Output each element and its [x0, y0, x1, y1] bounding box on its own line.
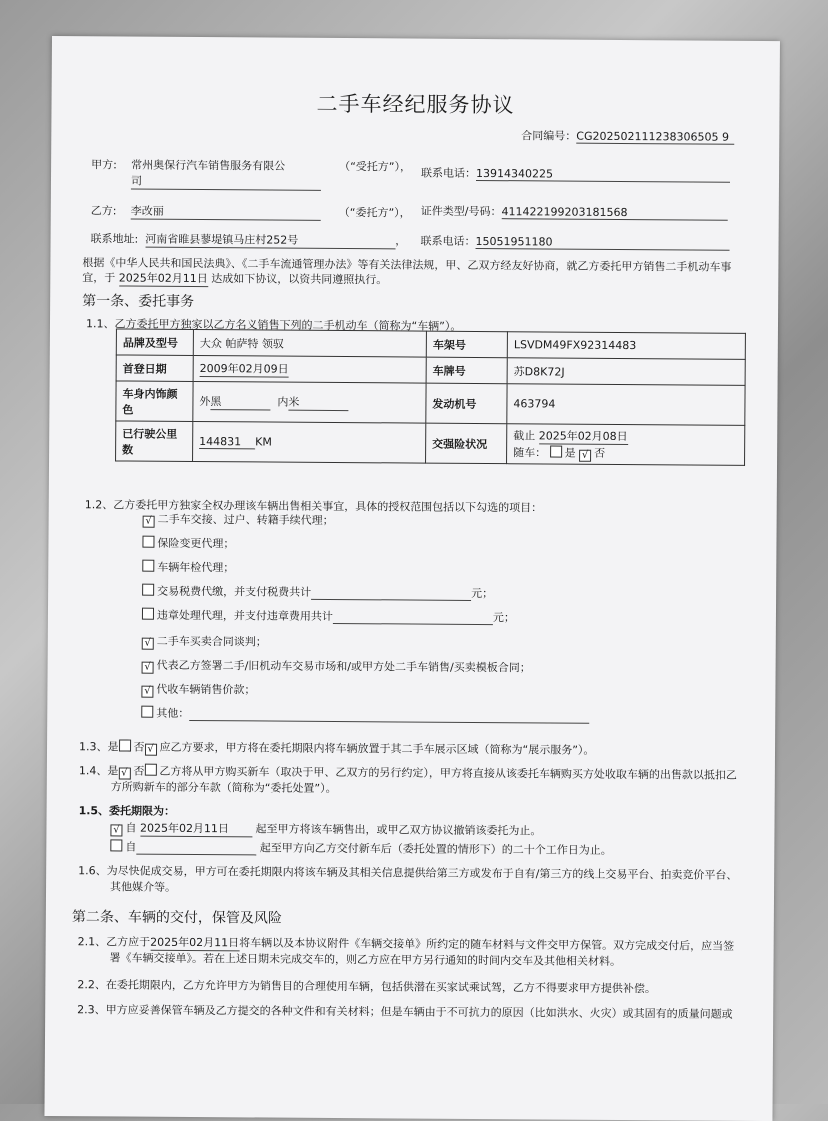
mileage-label: 已行驶公里数: [116, 421, 193, 462]
clause-2-3: 2.3、甲方应妥善保管车辆及乙方提交的各种文件和有关材料；但是车辆由于不可抗力的原因（比如洪水、火灾）或其固有的质量问题或: [77, 1003, 733, 1021]
engine-value: 463794: [507, 384, 745, 426]
clause-1-2: 1.2、乙方委托甲方独家全权办理该车辆出售相关事宜，具体的授权范围包括以下勾选的项目：: [84, 498, 543, 515]
plate-value: 苏D8K72J: [507, 358, 745, 386]
party-a-phone: 联系电话：13914340225: [421, 165, 730, 183]
option-checkbox[interactable]: [141, 706, 153, 718]
clause-2-1-line2: 署《车辆交接单》。若在上述日期未完成交车的，则乙方应在甲方另行通知的时间内交车及其他相关材料。: [109, 951, 622, 968]
party-a-role: （“受托方”），: [339, 160, 412, 174]
color-value: 外黑 内米: [193, 381, 426, 423]
party-b-label: 乙方:: [90, 204, 117, 218]
vehicle-table: [115, 328, 746, 465]
table-row: [116, 421, 745, 465]
insurance-yes-checkbox[interactable]: [550, 445, 562, 457]
display-yes-checkbox[interactable]: [119, 739, 131, 751]
insurance-value: 截止 2025年02月08日 随车： 是 √ 否: [507, 424, 745, 466]
party-a-label: 甲方:: [91, 158, 117, 172]
option-checkbox[interactable]: [142, 560, 154, 572]
option-checkbox[interactable]: [142, 536, 154, 548]
clause-1-5-title: 1.5、委托期限为：: [78, 804, 176, 818]
insurance-no-checkbox[interactable]: [579, 449, 591, 461]
mileage-value: 144831 KM: [193, 421, 426, 463]
vin-label: 车架号: [426, 331, 507, 358]
color-label: 车身内饰颜色: [116, 381, 193, 422]
option-checkbox[interactable]: [143, 516, 155, 528]
clause-1-3: 1.3、是 否√ 应乙方要求，甲方将在委托期限内将车辆放置于其二手车展示区域（简称为“展示服务”）。: [79, 738, 595, 759]
option-item: √二手车交接、过户、转籍手续代理；: [143, 511, 334, 529]
party-b-address: 联系地址: 河南省睢县蓼堤镇马庄村252号 ，: [90, 232, 407, 248]
clause-2-2: 2.2、在委托期限内，乙方允许甲方为销售目的合理使用车辆，包括供潜在买家试乘试驾，乙方不得要求甲方提供补偿。: [77, 978, 656, 996]
option-checkbox[interactable]: [142, 638, 154, 650]
brand-value: 大众 帕萨特 领驭: [193, 329, 426, 357]
contract-paper: [44, 36, 780, 1121]
option-item: 车辆年检代理；: [142, 559, 234, 576]
party-b-name: 李改丽: [131, 203, 321, 221]
engine-label: 发动机号: [426, 383, 507, 424]
option-checkbox[interactable]: [142, 662, 154, 674]
option-checkbox[interactable]: [141, 686, 153, 698]
intro-line1: 根据《中华人民共和国民法典》、《二手车流通管理办法》等有关法律法规，甲、乙双方经友好协商，就乙方委托甲方销售二手机动车事: [82, 256, 732, 274]
option-item: 保险变更代理；: [142, 535, 234, 552]
term-option-1: √自 2025年02月11日 起至甲方将该车辆售出，或甲乙双方协议撤销该委托为止。: [110, 819, 541, 839]
reg-date-label: 首登日期: [116, 355, 193, 382]
clause-1-6-line2: 其他媒介等。: [110, 880, 177, 894]
clause-1-4: 1.4、是√ 否 乙方将从甲方购买新车（取决于甲、乙双方的另行约定），甲方将直接从该委托车辆购买方处收取车辆的出售款以抵扣乙: [79, 762, 737, 784]
other-field[interactable]: [189, 707, 589, 724]
clause-2-1: 2.1、乙方应于2025年02月11日将车辆以及本协议附件《车辆交接单》所约定的随车材料与文件交甲方保管。双方完成交付后，应当签: [77, 935, 735, 953]
party-a-name-line2: 司: [131, 173, 321, 191]
party-a-name-line1: 常州奥保行汽车销售服务有限公: [131, 158, 286, 173]
option-item: 交易税费代缴，并支付税费共计 元；: [142, 583, 493, 601]
violation-amount-field[interactable]: [333, 610, 493, 625]
option-item: 其他：: [141, 705, 589, 724]
brand-label: 品牌及型号: [116, 329, 193, 356]
table-row: [116, 381, 745, 425]
contract-number: 合同编号：CG202502111238306505 9: [521, 127, 734, 144]
party-b-role: （“委托方”），: [338, 206, 411, 220]
clause-1-4-line2: 方所购新车的部分车款（简称为“委托处置”）。: [110, 780, 337, 796]
section-1-heading: 第一条、委托事务: [82, 293, 195, 310]
option-item: √二手车买卖合同谈判；: [142, 633, 267, 651]
party-b-phone: 联系电话：15051951180: [421, 233, 730, 251]
option-checkbox[interactable]: [142, 584, 154, 596]
party-b-id: 证件类型/号码：411422199203181568: [421, 203, 728, 221]
option-item: √代表乙方签署二手/旧机动车交易市场和/或甲方处二手车销售/买卖模板合同；: [142, 657, 531, 677]
term-1-checkbox[interactable]: [110, 824, 122, 836]
term-option-2: 自 起至甲方向乙方交付新车后（委托处置的情形下）的二十个工作日为止。: [110, 838, 612, 858]
section-2-heading: 第二条、车辆的交付，保管及风险: [71, 909, 282, 927]
option-item: 违章处理代理，并支付违章费用共计 元；: [142, 607, 515, 626]
insurance-label: 交强险状况: [426, 423, 507, 464]
term-2-checkbox[interactable]: [110, 839, 122, 851]
option-item: √代收车辆销售价款；: [141, 681, 255, 699]
document-title: 二手车经纪服务协议: [316, 91, 515, 118]
display-no-checkbox[interactable]: [144, 744, 156, 756]
disposal-no-checkbox[interactable]: [144, 764, 156, 776]
tax-amount-field[interactable]: [311, 586, 471, 601]
clause-1-1: 1.1、乙方委托甲方独家以乙方名义销售下列的二手机动车（简称为“车辆”）。: [85, 317, 462, 333]
vin-value: LSVDM49FX92314483: [507, 332, 745, 360]
intro-line2: 宜，于 2025年02月11日 达成如下协议，以资共同遵照执行。: [82, 271, 388, 287]
reg-date-value: 2009年02月09日: [193, 355, 426, 383]
option-checkbox[interactable]: [142, 608, 154, 620]
term-2-date-field[interactable]: [136, 841, 256, 856]
clause-1-6: 1.6、为尽快促成交易，甲方可在委托期限内将该车辆及其相关信息提供给第三方或发布于自有/第三方的线上交易平台、拍卖竞价平台、: [78, 864, 738, 882]
plate-label: 车牌号: [426, 357, 507, 384]
contract-number-value: CG202502111238306505 9: [576, 130, 734, 145]
